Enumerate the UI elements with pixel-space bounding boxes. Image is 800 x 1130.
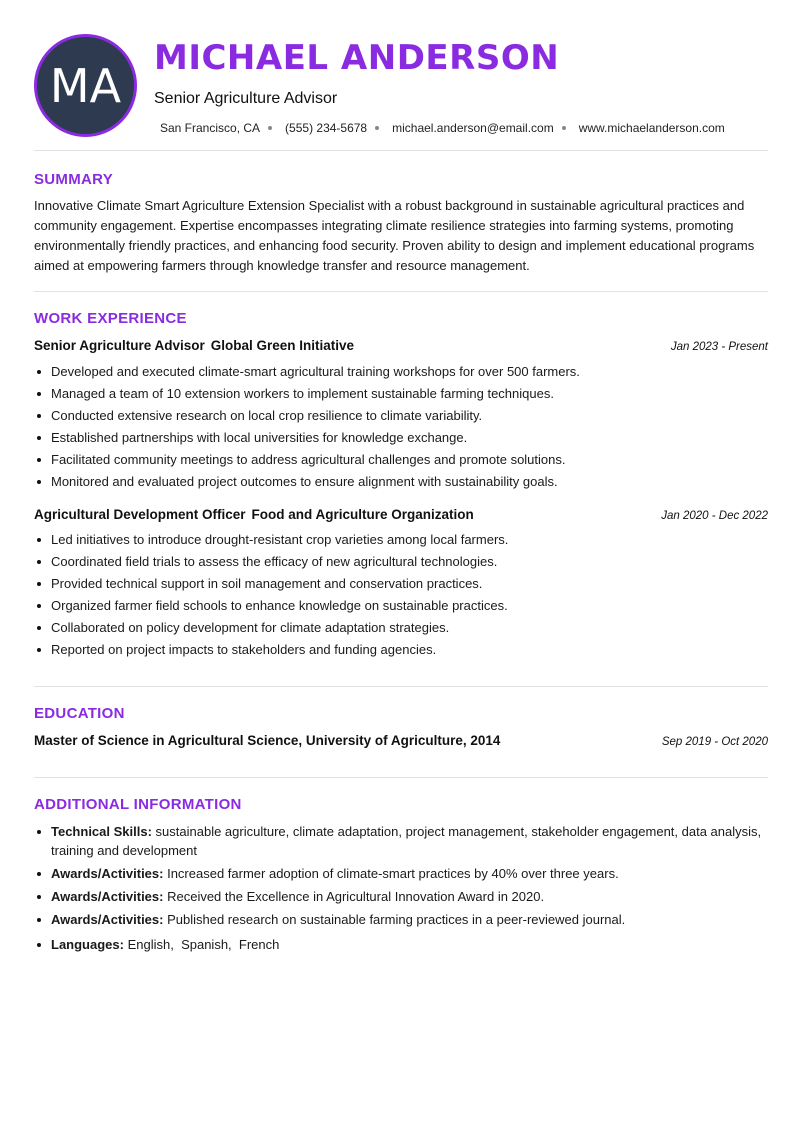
contact-info: [160, 121, 725, 135]
summary-text: Innovative Climate Smart Agriculture Extension Specialist with a robust background in sustainable agricultural practices and community engagement. Expertise encompasses integrating climate resilience strategies into farming systems, promoting environmentally friendly practices, and enhancing food security. Proven ability to design and implement educational programs aimed at empowering farmers through knowledge transfer and resource management.: [34, 198, 755, 273]
info-text: English, Spanish, French: [127, 937, 280, 952]
list-item: Facilitated community meetings to address agricultural challenges and promote solutions.: [34, 449, 768, 471]
divider: [34, 150, 768, 151]
contact-email[interactable]: michael.anderson@email.com: [392, 121, 554, 135]
info-text: Published research on sustainable farming practices in a peer-reviewed journal.: [167, 912, 626, 927]
education-dates: Sep 2019 - Oct 2020: [661, 736, 768, 748]
separator-dot: [268, 126, 272, 130]
separator-dot: [562, 126, 566, 130]
list-item: [34, 887, 768, 906]
job-company: Global Green Initiative: [210, 338, 355, 353]
info-label: Awards/Activities:: [51, 912, 164, 927]
education-heading: EDUCATION: [34, 705, 125, 722]
contact-location: San Francisco, CA: [160, 121, 261, 135]
list-item: Monitored and evaluated project outcomes to ensure alignment with sustainability goals.: [34, 471, 768, 493]
additional-info-heading: ADDITIONAL INFORMATION: [34, 796, 242, 813]
resume-header: [34, 34, 768, 138]
job-header: [34, 507, 768, 522]
list-item: [34, 935, 768, 954]
info-text: Increased farmer adoption of climate-smart practices by 40% over three years.: [167, 866, 619, 881]
list-item: Coordinated field trials to assess the efficacy of new agricultural technologies.: [34, 551, 768, 573]
list-item: Collaborated on policy development for climate adaptation strategies.: [34, 617, 768, 639]
info-text: sustainable agriculture, climate adaptation, project management, stakeholder engagement, data analysis, training and development: [51, 824, 762, 858]
list-item: Conducted extensive research on local crop resilience to climate variability.: [34, 405, 768, 427]
list-item: Managed a team of 10 extension workers to implement sustainable farming techniques.: [34, 383, 768, 405]
info-label: Technical Skills:: [51, 824, 152, 839]
contact-website[interactable]: www.michaelanderson.com: [578, 121, 725, 135]
job-bullets: [34, 529, 768, 661]
contact-phone[interactable]: (555) 234-5678: [285, 121, 368, 135]
job-company: Food and Agriculture Organization: [251, 507, 474, 522]
info-label: Languages:: [51, 937, 124, 952]
job-role: Senior Agriculture Advisor: [34, 338, 205, 353]
list-item: [34, 910, 768, 929]
job-role: Agricultural Development Officer: [34, 507, 246, 522]
separator-dot: [375, 126, 379, 130]
additional-info-list: [34, 822, 768, 958]
list-item: Reported on project impacts to stakeholders and funding agencies.: [34, 639, 768, 661]
candidate-name: MICHAEL ANDERSON: [154, 38, 560, 78]
list-item: [34, 822, 768, 860]
info-label: Awards/Activities:: [51, 889, 164, 904]
list-item: Developed and executed climate-smart agricultural training workshops for over 500 farmers.: [34, 361, 768, 383]
summary-heading: SUMMARY: [34, 171, 114, 188]
info-label: Awards/Activities:: [51, 866, 164, 881]
list-item: Led initiatives to introduce drought-resistant crop varieties among local farmers.: [34, 529, 768, 551]
info-text: Received the Excellence in Agricultural Innovation Award in 2020.: [167, 889, 545, 904]
list-item: [34, 864, 768, 883]
divider: [34, 686, 768, 687]
work-experience-heading: WORK EXPERIENCE: [34, 310, 187, 327]
job-dates: Jan 2023 - Present: [670, 341, 768, 353]
job-header: [34, 338, 768, 353]
list-item: Established partnerships with local universities for knowledge exchange.: [34, 427, 768, 449]
job-dates: Jan 2020 - Dec 2022: [661, 510, 768, 522]
divider: [34, 291, 768, 292]
job-bullets: [34, 361, 768, 493]
education-degree: Master of Science in Agricultural Science, University of Agriculture, 2014: [34, 733, 501, 748]
list-item: Organized farmer field schools to enhance knowledge on sustainable practices.: [34, 595, 768, 617]
avatar: [34, 34, 137, 137]
list-item: Provided technical support in soil management and conservation practices.: [34, 573, 768, 595]
divider: [34, 777, 768, 778]
candidate-title: Senior Agriculture Advisor: [154, 90, 338, 107]
avatar-initials: MA: [49, 58, 122, 113]
